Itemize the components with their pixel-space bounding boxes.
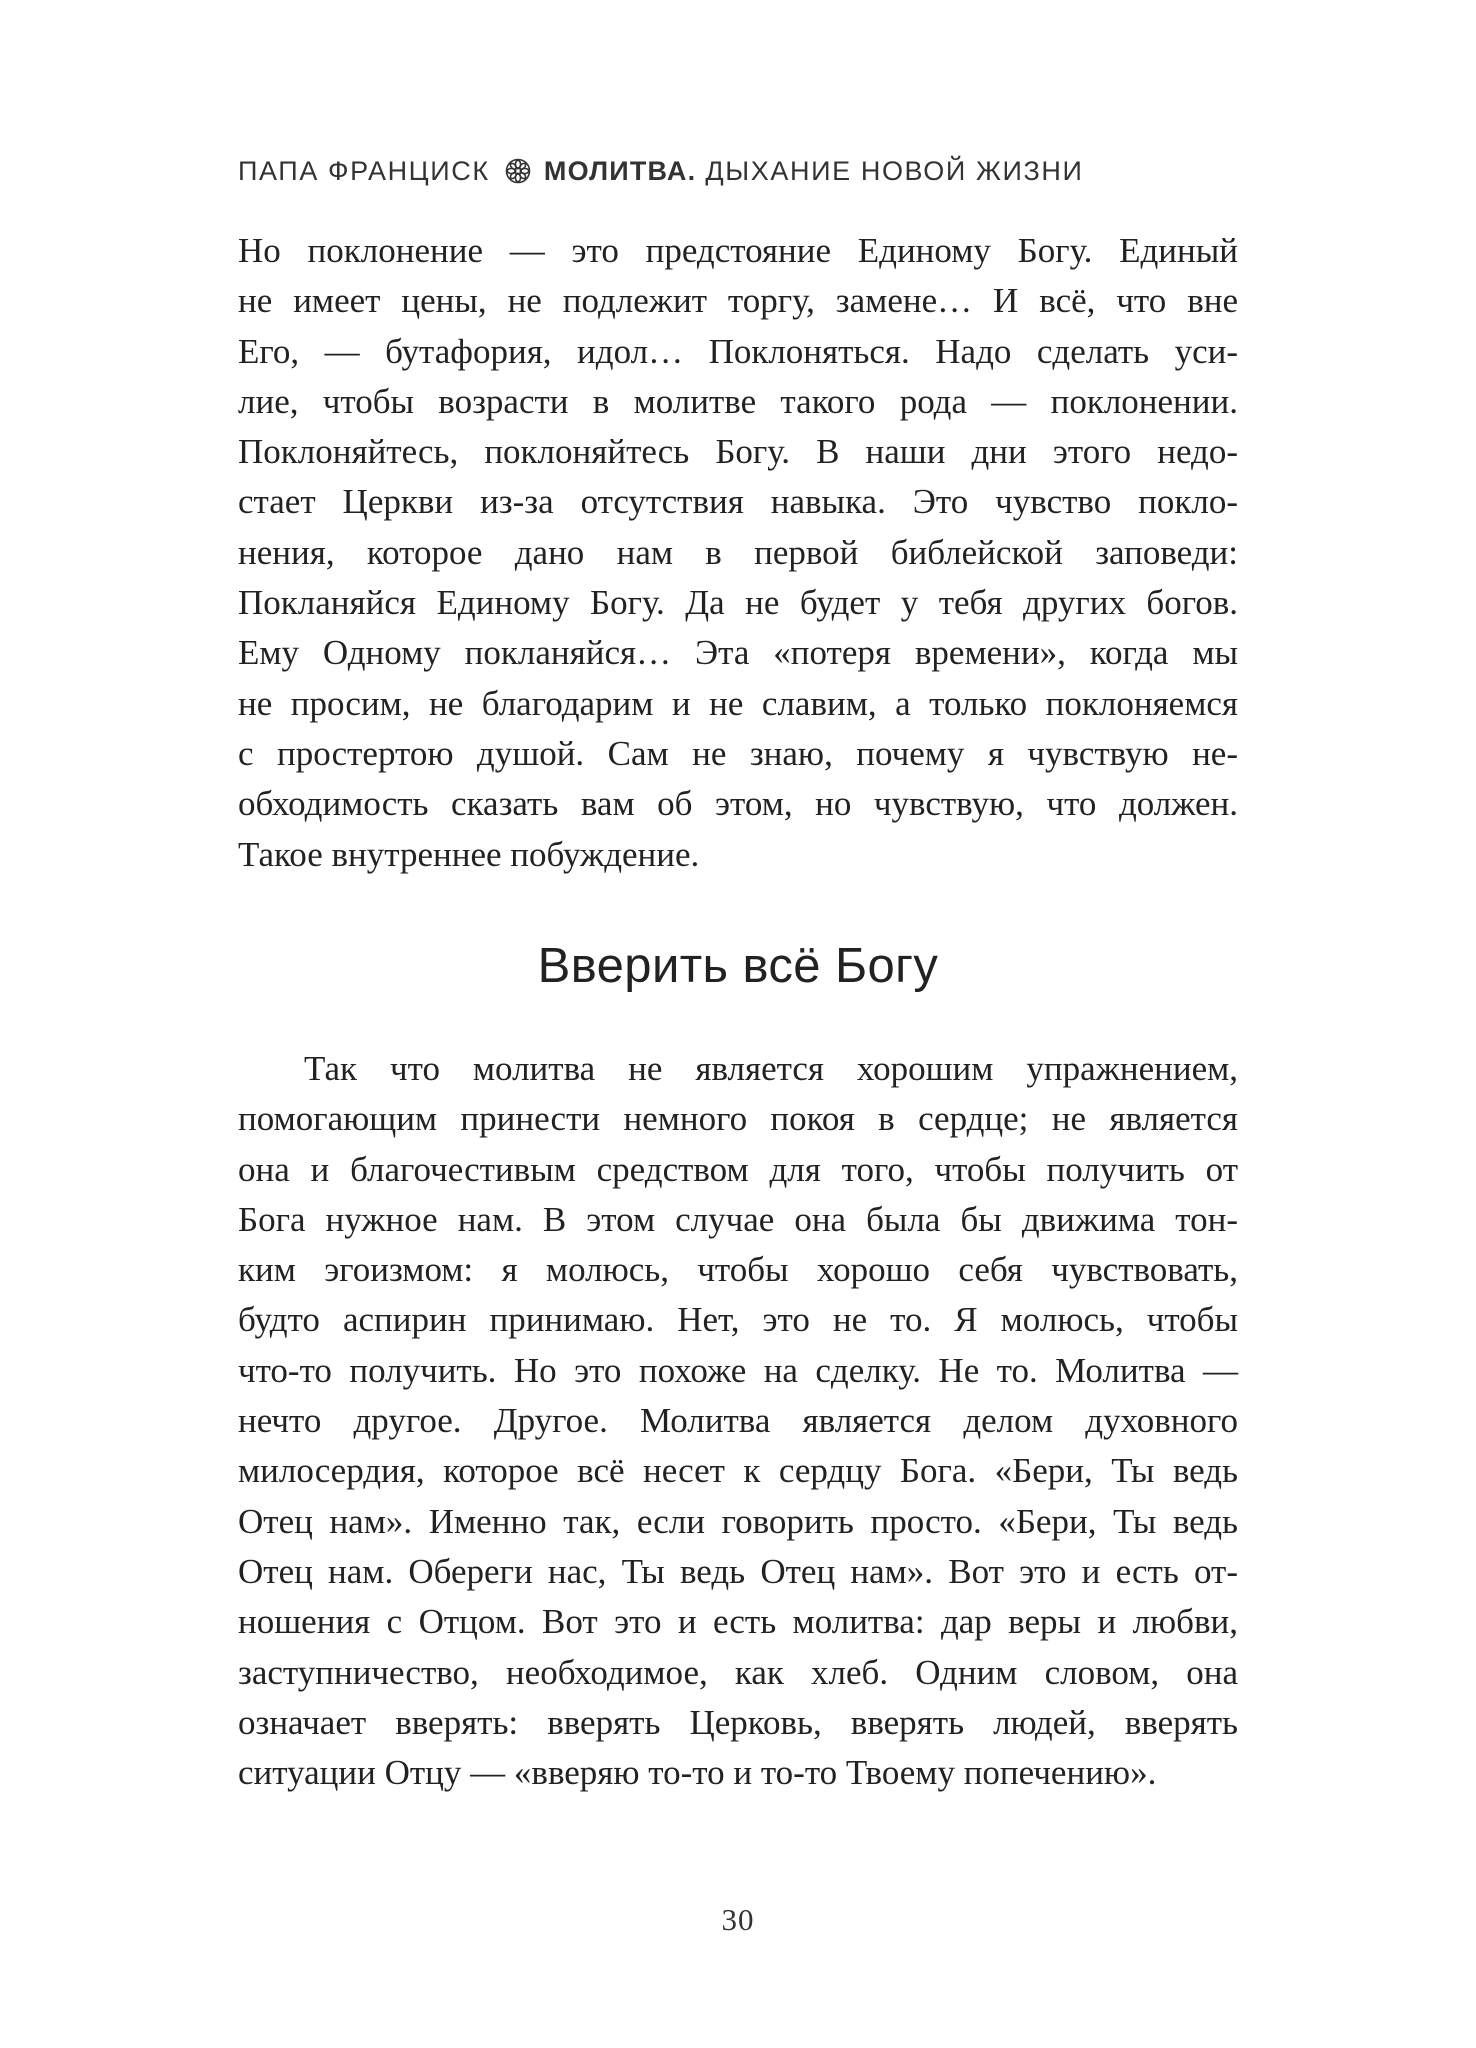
- text-line: Такое внутреннее побуждение.: [238, 834, 700, 874]
- text-line: Покланяйся Единому Богу. Да не будет у тебя других богов.: [238, 583, 1238, 623]
- text-line: ким эгоизмом: я молюсь, чтобы хорошо себя чувствовать,: [238, 1250, 1238, 1290]
- running-head-book-title-bold: МОЛИТВА.: [543, 156, 697, 186]
- text-line: стает Церкви из-за отсутствия навыка. Это чувство покло-: [238, 482, 1238, 522]
- text-line: с простертою душой. Сам не знаю, почему я чувствую не-: [238, 733, 1238, 773]
- text-line: Но поклонение — это предстояние Единому Богу. Единый: [238, 231, 1238, 270]
- text-line: она и благочестивым средством для того, чтобы получить от: [238, 1149, 1238, 1189]
- paragraph-adoration: [238, 226, 1238, 880]
- text-line: заступничество, необходимое, как хлеб. Одним словом, она: [238, 1652, 1238, 1692]
- text-line: не имеет цены, не подлежит торгу, замене… И всё, что вне: [238, 281, 1238, 321]
- text-line: Поклоняйтесь, поклоняйтесь Богу. В наши дни этого недо-: [238, 432, 1238, 472]
- running-head-author: ПАПА ФРАНЦИСК: [238, 156, 490, 186]
- text-line: помогающим принести немного покоя в сердце; не является: [238, 1099, 1238, 1139]
- text-line: Ему Одному покланяйся… Эта «потеря времени», когда мы: [238, 633, 1238, 673]
- text-line: нения, которое дано нам в первой библейской заповеди:: [238, 532, 1238, 572]
- text-line: Его, — бутафория, идол… Поклоняться. Надо сделать уси-: [238, 331, 1238, 371]
- text-line: Так что молитва не является хорошим упражнением,: [304, 1049, 1238, 1088]
- text-line: не просим, не благодарим и не славим, а только поклоняемся: [238, 683, 1238, 723]
- text-line: нечто другое. Другое. Молитва является делом духовного: [238, 1401, 1238, 1441]
- text-line: Бога нужное нам. В этом случае она была бы движима тон-: [238, 1199, 1238, 1239]
- flower-ornament-icon: [505, 158, 531, 184]
- running-head: [238, 154, 1238, 188]
- text-line: будто аспирин принимаю. Нет, это не то. Я молюсь, чтобы: [238, 1300, 1238, 1340]
- text-line: что-то получить. Но это похоже на сделку. Не то. Молитва —: [238, 1350, 1238, 1390]
- text-line: обходимость сказать вам об этом, но чувствую, что должен.: [238, 784, 1238, 824]
- text-line: означает вверять: вверять Церковь, вверять людей, вверять: [238, 1702, 1238, 1742]
- text-line: ситуации Отцу — «вверяю то-то и то-то Твоему попечению».: [238, 1753, 1157, 1793]
- page-number: 30: [721, 1902, 755, 1937]
- text-line: Отец нам». Именно так, если говорить просто. «Бери, Ты ведь: [238, 1501, 1238, 1541]
- section-heading: Вверить всё Богу: [537, 939, 939, 993]
- text-line: Отец нам. Обереги нас, Ты ведь Отец нам». Вот это и есть от-: [238, 1551, 1238, 1591]
- paragraph-entrust: [238, 1044, 1238, 1798]
- running-head-book-title-rest: ДЫХАНИЕ НОВОЙ ЖИЗНИ: [705, 156, 1084, 186]
- text-line: ношения с Отцом. Вот это и есть молитва: дар веры и любви,: [238, 1602, 1238, 1642]
- text-line: милосердия, которое всё несет к сердцу Бога. «Бери, Ты ведь: [238, 1451, 1238, 1491]
- text-line: лие, чтобы возрасти в молитве такого рода — поклонении.: [238, 381, 1238, 421]
